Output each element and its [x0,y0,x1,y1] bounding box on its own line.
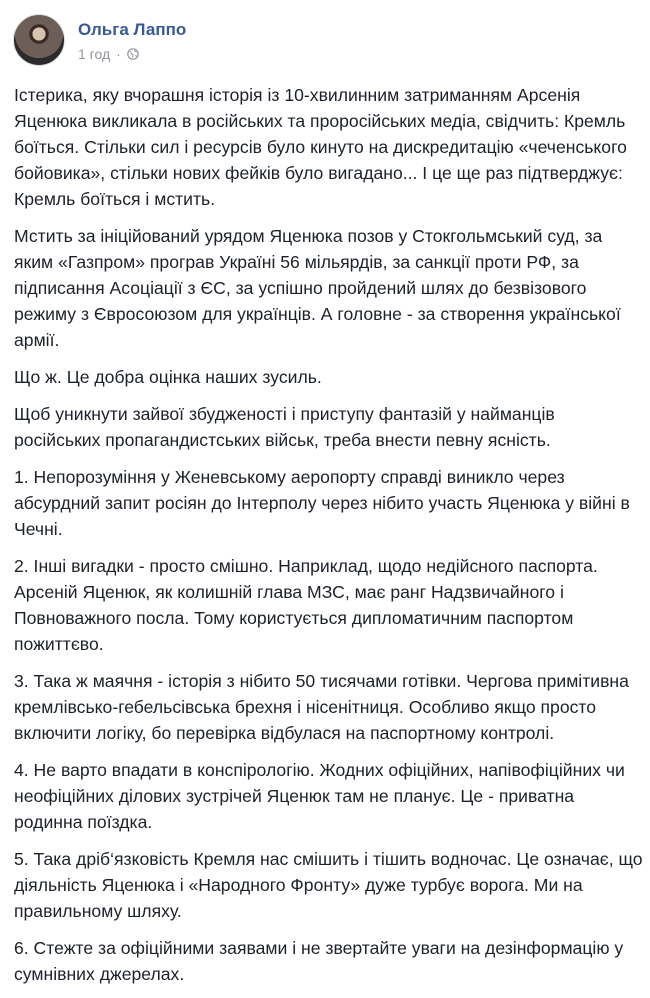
separator-dot: · [116,46,121,62]
post-paragraph: 3. Така ж маячня - історія з нібито 50 тисячами готівки. Чергова примітивна кремлівсько-гебельсівська брехня і нісенітниця. Особливо якщо просто включити логіку, бо перевірка відбулася на паспортному контролі. [14,671,629,743]
globe-icon[interactable] [127,48,139,60]
post-paragraph: 6. Стежте за офіційними заявами і не звертайте уваги на дезінформацію у сумнівних джерелах. [14,938,624,984]
post-paragraph: 4. Не варто впадати в конспірологію. Жодних офіційних, напівофіційних чи неофіційних ділових зустрічей Яценюк там не планує. Це - приватна родинна поїздка. [14,760,625,832]
post-header [13,14,186,70]
author-name-link[interactable]: Ольга Лаппо [78,20,187,39]
post-paragraph: Що ж. Це добра оцінка наших зусиль. [14,367,322,387]
post-paragraph: 5. Така дріб‘язковість Кремля нас смішить і тішить водночас. Це означає, що діяльність Яценюка і «Народного Фронту» дуже турбує ворога. Ми на правильному шляху. [14,849,643,921]
post-paragraph: Мстить за ініційований урядом Яценюка позов у Стокгольмський суд, за яким «Газпром» програв Україні 56 мільярдів, за санкції проти РФ, за підписання Асоціації з ЄС, за успішно пройдений шлях до безвізового режиму з Євросоюзом для українців. А головне - за створення української армії. [14,226,621,350]
post-subline [78,46,186,62]
post-body [14,82,644,998]
author-avatar[interactable] [13,14,65,66]
post-paragraph: 2. Інші вигадки - просто смішно. Наприклад, щодо недійсного паспорта. Арсеній Яценюк, як колишній глава МЗС, має ранг Надзвичайного і Повноважного посла. Тому користується дипломатичним паспортом пожиттєво. [14,556,598,654]
post-paragraph: Істерика, яку вчорашня історія із 10-хвилинним затриманням Арсенія Яценюка викликала в російських та проросійських медіа, свідчить: Кремль боїться. Стільки сил і ресурсів було кинуто на дискредитацію «чеченського бойовика», стільки нових фейків було вигадано... І це ще раз підтверджує: Кремль боїться і мстить. [14,85,627,209]
post-timestamp[interactable]: 1 год [78,46,111,62]
post-paragraph: 1. Непорозуміння у Женевському аеропорту справді виникло через абсурдний запит росіян до Інтерполу через нібито участь Яценюка у війні в Чечні. [14,467,630,539]
post-paragraph: Щоб уникнути зайвої збудженості і приступу фантазій у найманців російських пропагандистських військ, треба внести певну ясність. [14,404,555,450]
post-meta [78,20,186,62]
